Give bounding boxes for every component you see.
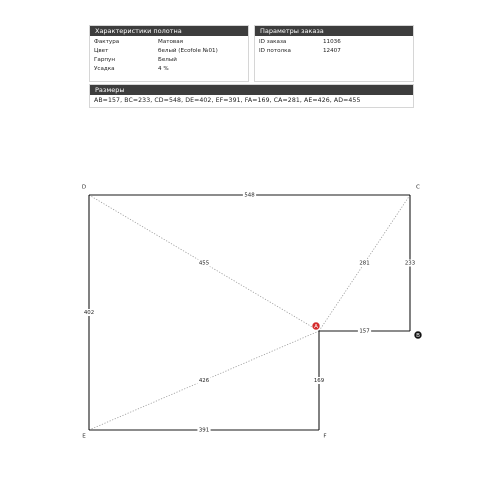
vertex-label-e: E [82,433,86,440]
row-value: 12407 [323,48,341,54]
row-value: Матовая [158,39,184,45]
row-key: Цвет [94,48,109,54]
sides-layer [89,192,410,430]
side-length-dc: 548 [244,192,255,199]
row-key: Фактура [94,39,120,45]
diagonal-length-ac: 281 [359,260,370,267]
side-length-fe: 391 [198,427,210,434]
row-value: Белый [158,57,177,63]
vertex-label-f: F [323,433,327,440]
side-length-ba: 157 [359,328,370,335]
panel-title: Размеры [90,85,413,95]
vertices-layer [82,185,422,440]
length-labels-layer [82,192,416,434]
vertex-label-d: D [81,184,87,191]
vertex-label-b: B [416,332,420,339]
row-value: белый (Ecofole №01) [158,48,218,54]
row-key: Усадка [94,66,115,72]
panel-title: Характеристики полотна [90,26,248,36]
side-length-af: 169 [313,378,325,384]
dimensions-text: AB=157, BC=233, CD=548, DE=402, EF=391, FA=169, CA=281, AE=426, AD=455 [94,97,361,104]
vertex-label-a: A [314,323,318,330]
panel-title: Параметры заказа [255,26,413,36]
row-key: Гарпун [94,57,116,63]
diagonal-length-ae: 426 [198,378,210,384]
row-value: 11036 [323,39,341,45]
side-length-ed: 402 [83,310,95,316]
diagonals-layer [89,192,410,430]
diagonal-length-ad: 455 [198,260,210,267]
row-key: ID заказа [259,39,287,45]
row-value: 4 % [158,66,169,72]
vertex-label-c: C [416,184,420,191]
side-length-cb: 233 [404,260,416,267]
row-key: ID потолка [259,48,291,54]
